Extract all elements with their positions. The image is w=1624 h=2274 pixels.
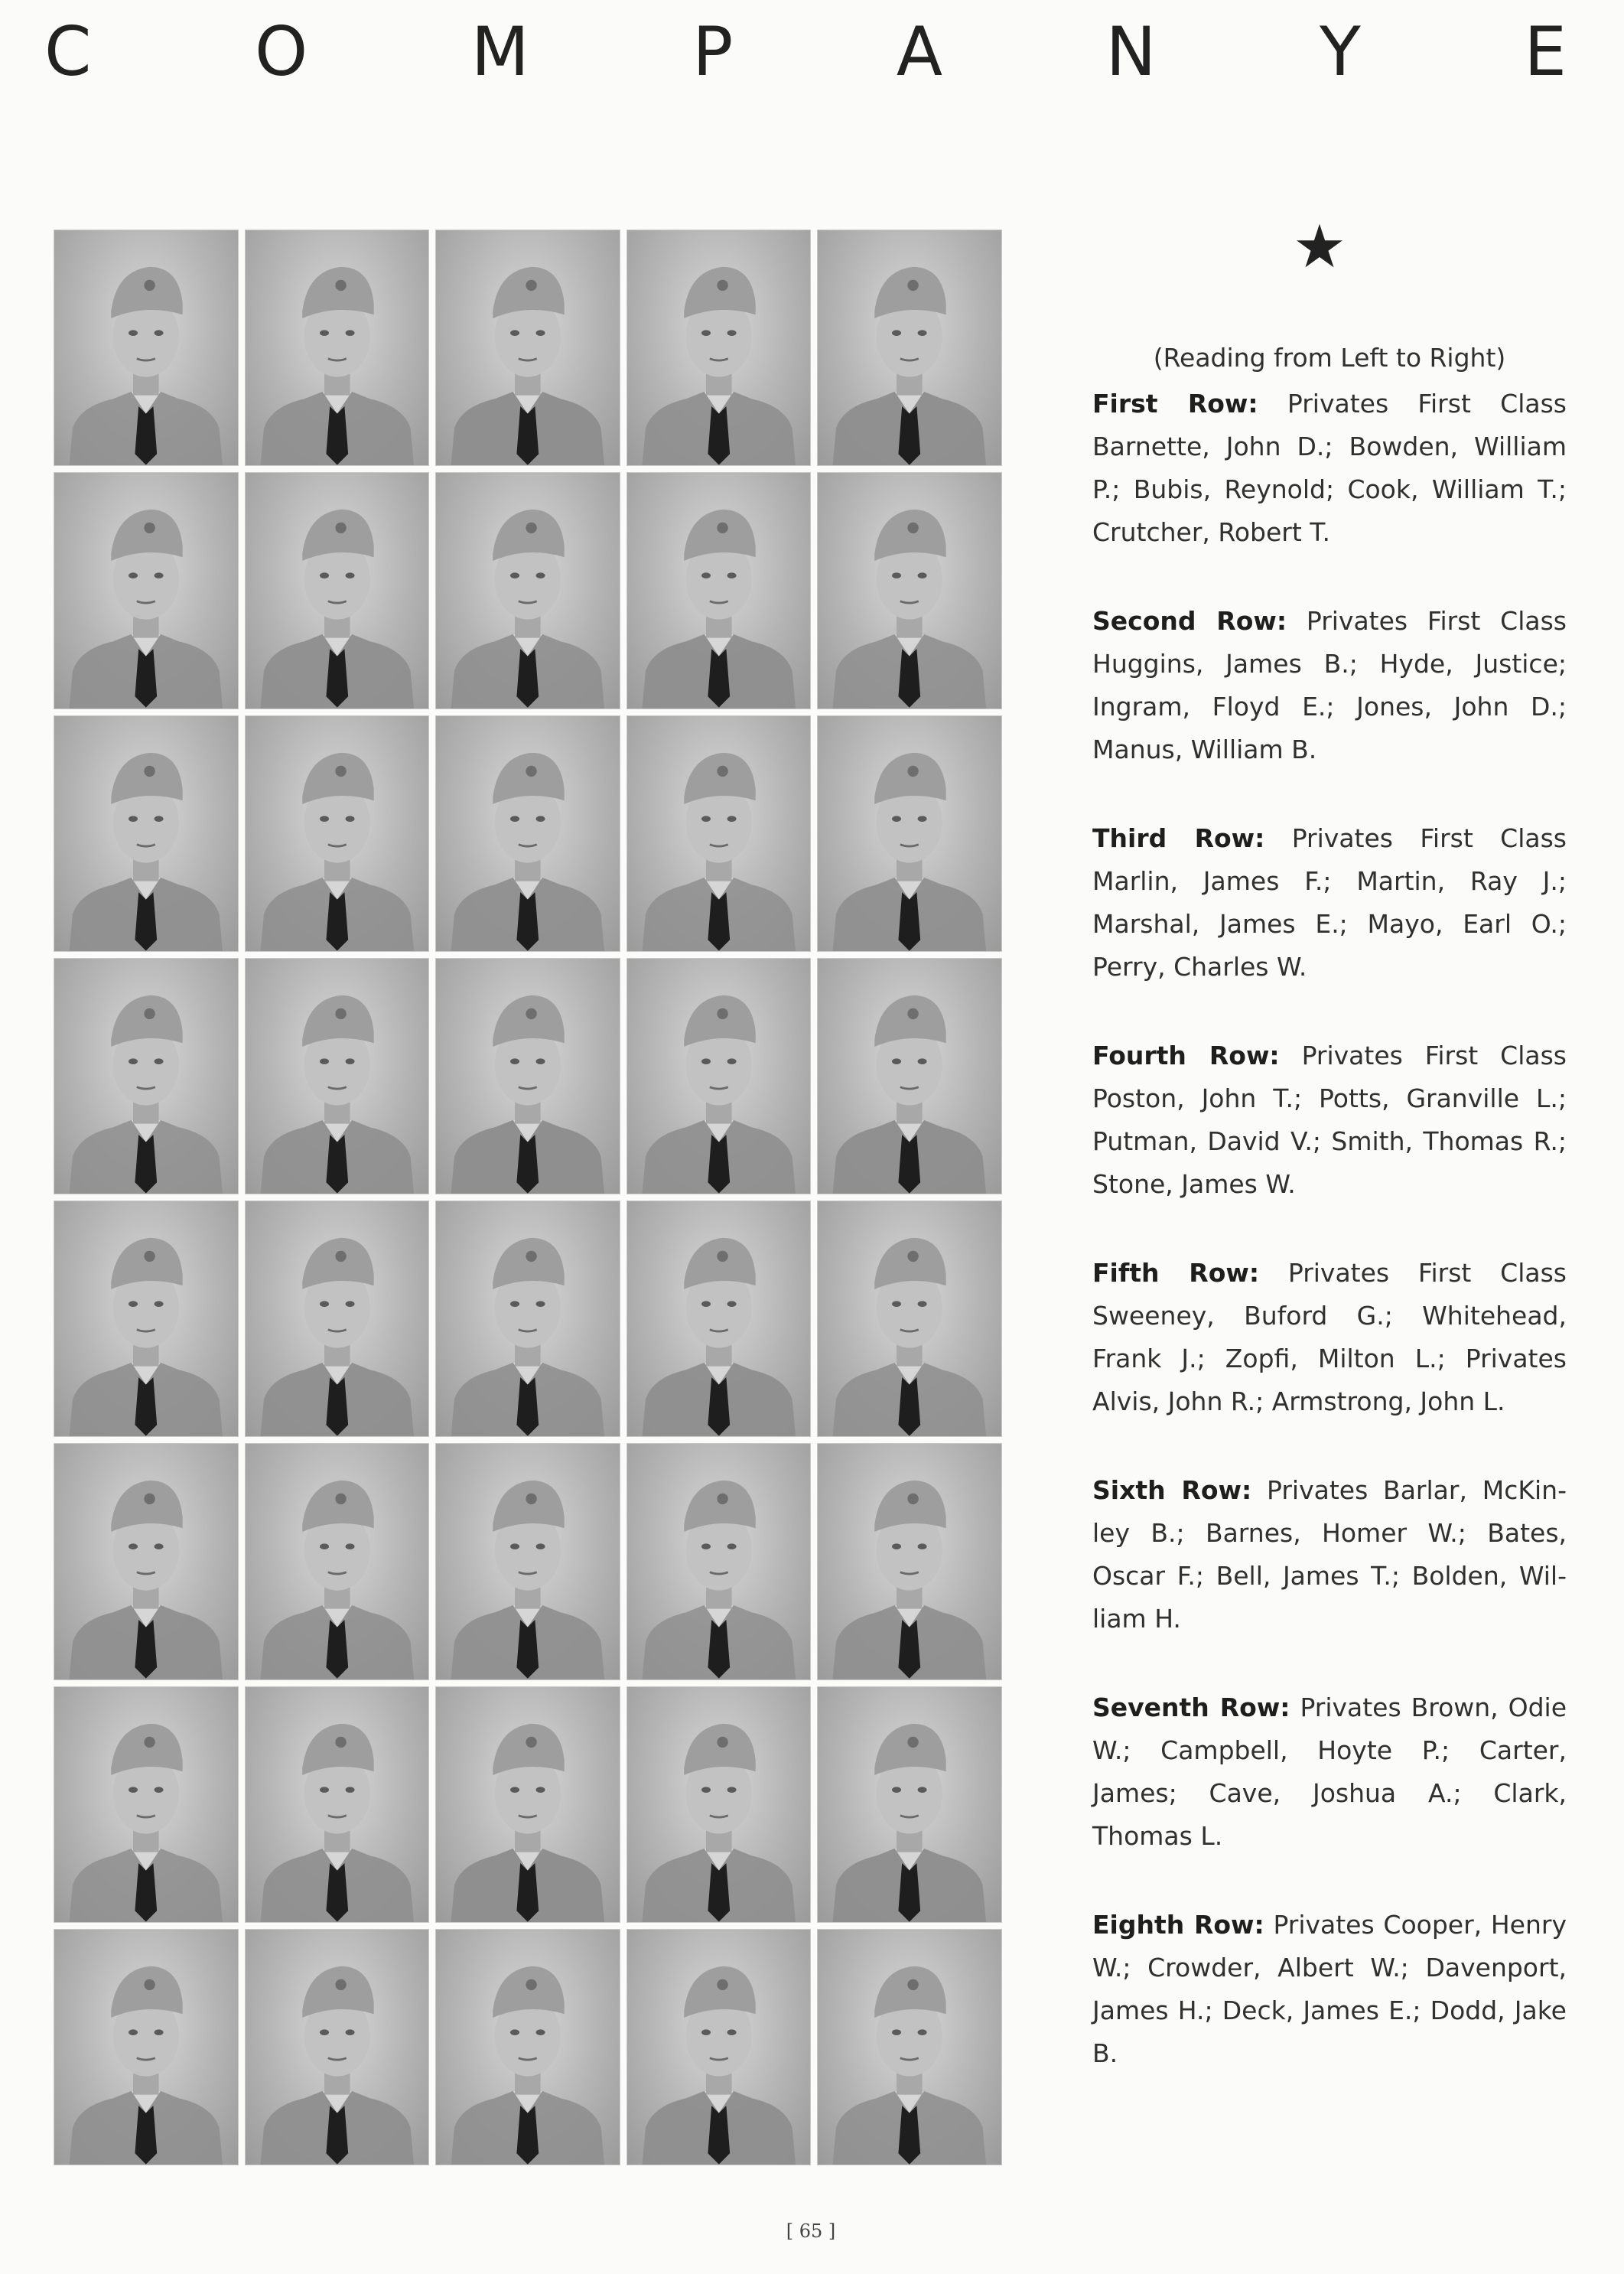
soldier-silhouette [246,959,429,1194]
soldier-silhouette [627,959,811,1194]
caption-row-names: Privates First Class Huggins, James B.; Hyde, Justice; Ingram, Floyd E.; Jones, John D.; Manus, William B. [1092,606,1567,764]
soldier-silhouette [54,1687,238,1923]
portrait-photo [817,1201,1002,1437]
soldier-silhouette [246,473,429,709]
portrait-photo [245,472,430,709]
soldier-silhouette [436,1930,620,2165]
caption-row [1092,1904,1567,2075]
soldier-silhouette [818,1444,1001,1679]
portrait-photo [54,715,239,952]
portrait-photo [54,230,239,466]
soldier-silhouette [627,1930,811,2165]
caption-row-names: Privates First Class Marlin, James F.; Martin, Ray J.; Marshal, James E.; Mayo, Earl O.; Perry, Charles W. [1092,823,1567,982]
portrait-photo [626,1443,812,1679]
portrait-photo [817,958,1002,1194]
soldier-silhouette [246,230,429,466]
portrait-photo [54,1201,239,1437]
portrait-photo [245,958,430,1194]
soldier-silhouette [436,1687,620,1923]
title-letter: O [255,11,308,91]
caption-row-names: Privates Brown, Odie W.; Campbell, Hoyte P.; Carter, James; Cave, Joshua A.; Clark, Thomas L. [1092,1692,1567,1851]
title-letter: P [692,11,734,91]
soldier-silhouette [627,716,811,952]
portrait-photo [54,1443,239,1679]
caption-row [1092,600,1567,771]
portrait-photo [435,1686,620,1923]
caption-row [1092,1034,1567,1206]
caption-row-label: Second Row: [1092,606,1287,636]
page-title [44,11,1567,91]
soldier-silhouette [818,716,1001,952]
portrait-photo [435,1443,620,1679]
title-letter: E [1524,11,1567,91]
portrait-grid [54,230,1002,2165]
caption-row-names: Privates Barlar, McKin-ley B.; Barnes, Homer W.; Bates, Oscar F.; Bell, James T.; Bolden, Wil-liam H. [1092,1475,1567,1634]
portrait-photo [817,230,1002,466]
portrait-photo [54,1686,239,1923]
portrait-photo [626,1201,812,1437]
soldier-silhouette [436,716,620,952]
caption-row [1092,817,1567,989]
portrait-photo [817,715,1002,952]
soldier-silhouette [436,473,620,709]
title-letter: Y [1320,11,1361,91]
soldier-silhouette [818,1930,1001,2165]
caption-row-label: Third Row: [1092,823,1265,853]
portrait-photo [245,1443,430,1679]
portrait-photo [626,472,812,709]
portrait-photo [435,472,620,709]
soldier-silhouette [627,1201,811,1437]
portrait-photo [245,1929,430,2165]
portrait-photo [817,472,1002,709]
portrait-photo [626,230,812,466]
soldier-silhouette [54,1930,238,2165]
soldier-silhouette [246,1444,429,1679]
page-number: [ 65 ] [786,2220,836,2242]
portrait-photo [626,1929,812,2165]
caption-row-label: Fourth Row: [1092,1041,1280,1070]
soldier-silhouette [54,473,238,709]
soldier-silhouette [54,716,238,952]
caption-row-label: Eighth Row: [1092,1910,1264,1940]
portrait-photo [626,715,812,952]
caption-row [1092,1469,1567,1640]
soldier-silhouette [54,1444,238,1679]
portrait-photo [245,230,430,466]
portrait-photo [435,230,620,466]
soldier-silhouette [627,1687,811,1923]
portrait-photo [54,1929,239,2165]
portrait-photo [817,1443,1002,1679]
caption-row [1092,1252,1567,1423]
caption-row [1092,1686,1567,1858]
caption-row-label: Fifth Row: [1092,1258,1260,1288]
soldier-silhouette [54,1201,238,1437]
soldier-silhouette [818,1201,1001,1437]
soldier-silhouette [436,230,620,466]
soldier-silhouette [818,1687,1001,1923]
star-icon: ★ [1293,213,1346,282]
portrait-photo [435,1201,620,1437]
portrait-photo [817,1929,1002,2165]
caption-row-label: Seventh Row: [1092,1692,1290,1722]
title-letter: C [44,11,92,91]
portrait-photo [435,1929,620,2165]
soldier-silhouette [627,1444,811,1679]
reading-direction: (Reading from Left to Right) [1153,343,1506,373]
portrait-photo [626,1686,812,1923]
soldier-silhouette [246,716,429,952]
caption-text [1092,337,1567,2121]
caption-row-label: Sixth Row: [1092,1475,1252,1505]
soldier-silhouette [246,1201,429,1437]
caption-row-names: Privates First Class Barnette, John D.; Bowden, William P.; Bubis, Reynold; Cook, William T.; Crutcher, Robert T. [1092,389,1567,547]
soldier-silhouette [436,1201,620,1437]
soldier-silhouette [818,959,1001,1194]
caption-row-names: Privates First Class Sweeney, Buford G.; Whitehead, Frank J.; Zopfi, Milton L.; Privates Alvis, John R.; Armstrong, John L. [1092,1258,1567,1416]
portrait-photo [54,472,239,709]
portrait-photo [245,1686,430,1923]
soldier-silhouette [818,473,1001,709]
caption-row-names: Privates Cooper, Henry W.; Crowder, Albert W.; Davenport, James H.; Deck, James E.; Dodd, Jake B. [1092,1910,1567,2068]
soldier-silhouette [627,230,811,466]
portrait-photo [245,715,430,952]
caption-row-label: First Row: [1092,389,1258,419]
soldier-silhouette [54,230,238,466]
title-letter: N [1105,11,1157,91]
title-letter: M [470,11,529,91]
title-letter: A [896,11,943,91]
portrait-photo [435,715,620,952]
caption-row [1092,383,1567,554]
portrait-photo [54,958,239,1194]
portrait-photo [435,958,620,1194]
soldier-silhouette [246,1687,429,1923]
soldier-silhouette [436,959,620,1194]
caption-row-names: Privates First Class Poston, John T.; Potts, Granville L.; Putman, David V.; Smith, Thomas R.; Stone, James W. [1092,1041,1567,1199]
portrait-photo [245,1201,430,1437]
soldier-silhouette [627,473,811,709]
soldier-silhouette [246,1930,429,2165]
soldier-silhouette [54,959,238,1194]
portrait-photo [817,1686,1002,1923]
soldier-silhouette [436,1444,620,1679]
portrait-photo [626,958,812,1194]
soldier-silhouette [818,230,1001,466]
